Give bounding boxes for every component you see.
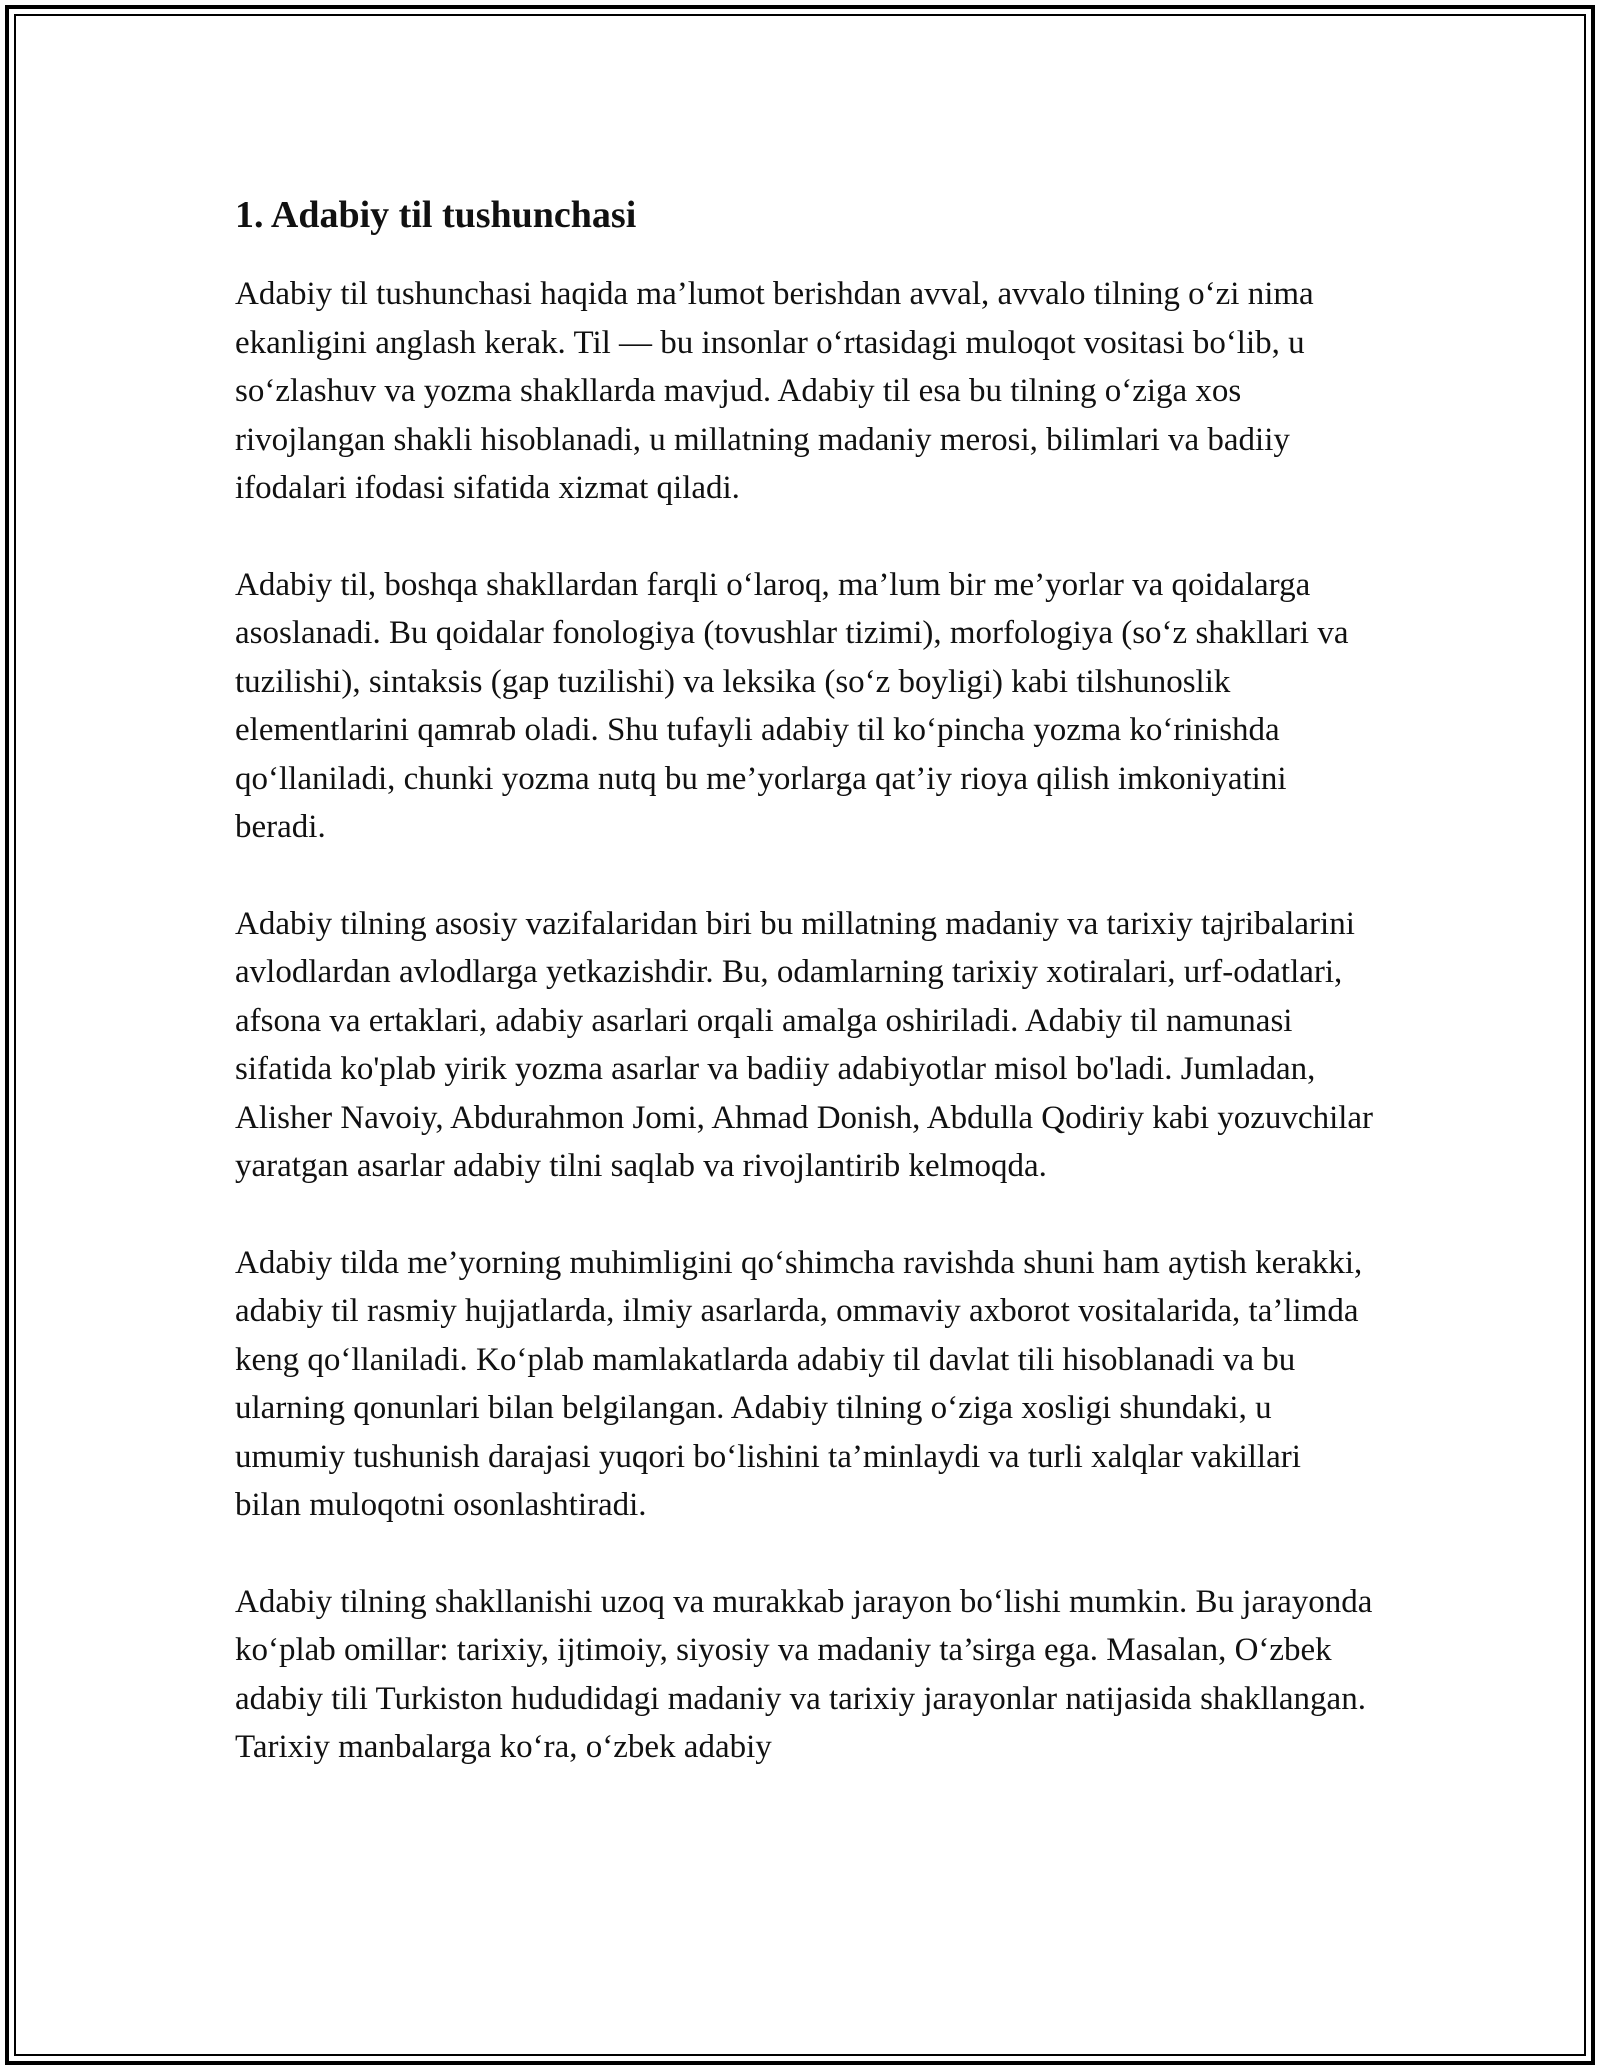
document-body [235,188,1375,1820]
paragraph-5: Adabiy tilning shakllanishi uzoq va murakkab jarayon bo‘lishi mumkin. Bu jarayonda ko‘plab omillar: tarixiy, ijtimoiy, siyosiy va madaniy ta’sirga ega. Masalan, O‘zbek adabiy tili Turkiston hududidagi madaniy va tarixiy jarayonlar natijasida shakllangan. Tarixiy manbalarga ko‘ra, o‘zbek adabiy [235,1583,1373,1765]
paragraph-2: Adabiy til, boshqa shakllardan farqli o‘laroq, ma’lum bir me’yorlar va qoidalarga asoslanadi. Bu qoidalar fonologiya (tovushlar tizimi), morfologiya (so‘z shakllari va tuzilishi), sintaksis (gap tuzilishi) va leksika (so‘z boyligi) kabi tilshunoslik elementlarini qamrab oladi. Shu tufayli adabiy til ko‘pincha yozma ko‘rinishda qo‘llaniladi, chunki yozma nutq bu me’yorlarga qat’iy rioya qilish imkoniyatini beradi. [235,566,1349,845]
section-heading: 1. Adabiy til tushunchasi [235,194,637,236]
paragraph-3: Adabiy tilning asosiy vazifalaridan biri bu millatning madaniy va tarixiy tajribalarini avlodlardan avlodlarga yetkazishdir. Bu, odamlarning tarixiy xotiralari, urf-odatlari, afsona va ertaklari, adabiy asarlari orqali amalga oshiriladi. Adabiy til namunasi sifatida ko'plab yirik yozma asarlar va badiiy adabiyotlar misol bo'ladi. Jumladan, Alisher Navoiy, Abdurahmon Jomi, Ahmad Donish, Abdulla Qodiriy kabi yozuvchilar yaratgan asarlar adabiy tilni saqlab va rivojlantirib kelmoqda. [235,905,1374,1184]
paragraph-4: Adabiy tilda me’yorning muhimligini qo‘shimcha ravishda shuni ham aytish kerakki, adabiy til rasmiy hujjatlarda, ilmiy asarlarda, ommaviy axborot vositalarida, ta’limda keng qo‘llaniladi. Ko‘plab mamlakatlarda adabiy til davlat tili hisoblanadi va bu ularning qonunlari bilan belgilangan. Adabiy tilning o‘ziga xosligi shundaki, u umumiy tushunish darajasi yuqori bo‘lishini ta’minlaydi va turli xalqlar vakillari bilan muloqotni osonlashtiradi. [235,1244,1363,1523]
paragraph-1: Adabiy til tushunchasi haqida ma’lumot berishdan avval, avvalo tilning o‘zi nima ekanligini anglash kerak. Til — bu insonlar o‘rtasidagi muloqot vositasi bo‘lib, u so‘zlashuv va yozma shakllarda mavjud. Adabiy til esa bu tilning o‘ziga xos rivojlangan shakli hisoblanadi, u millatning madaniy merosi, bilimlari va badiiy ifodalari ifodasi sifatida xizmat qiladi. [235,276,1314,506]
